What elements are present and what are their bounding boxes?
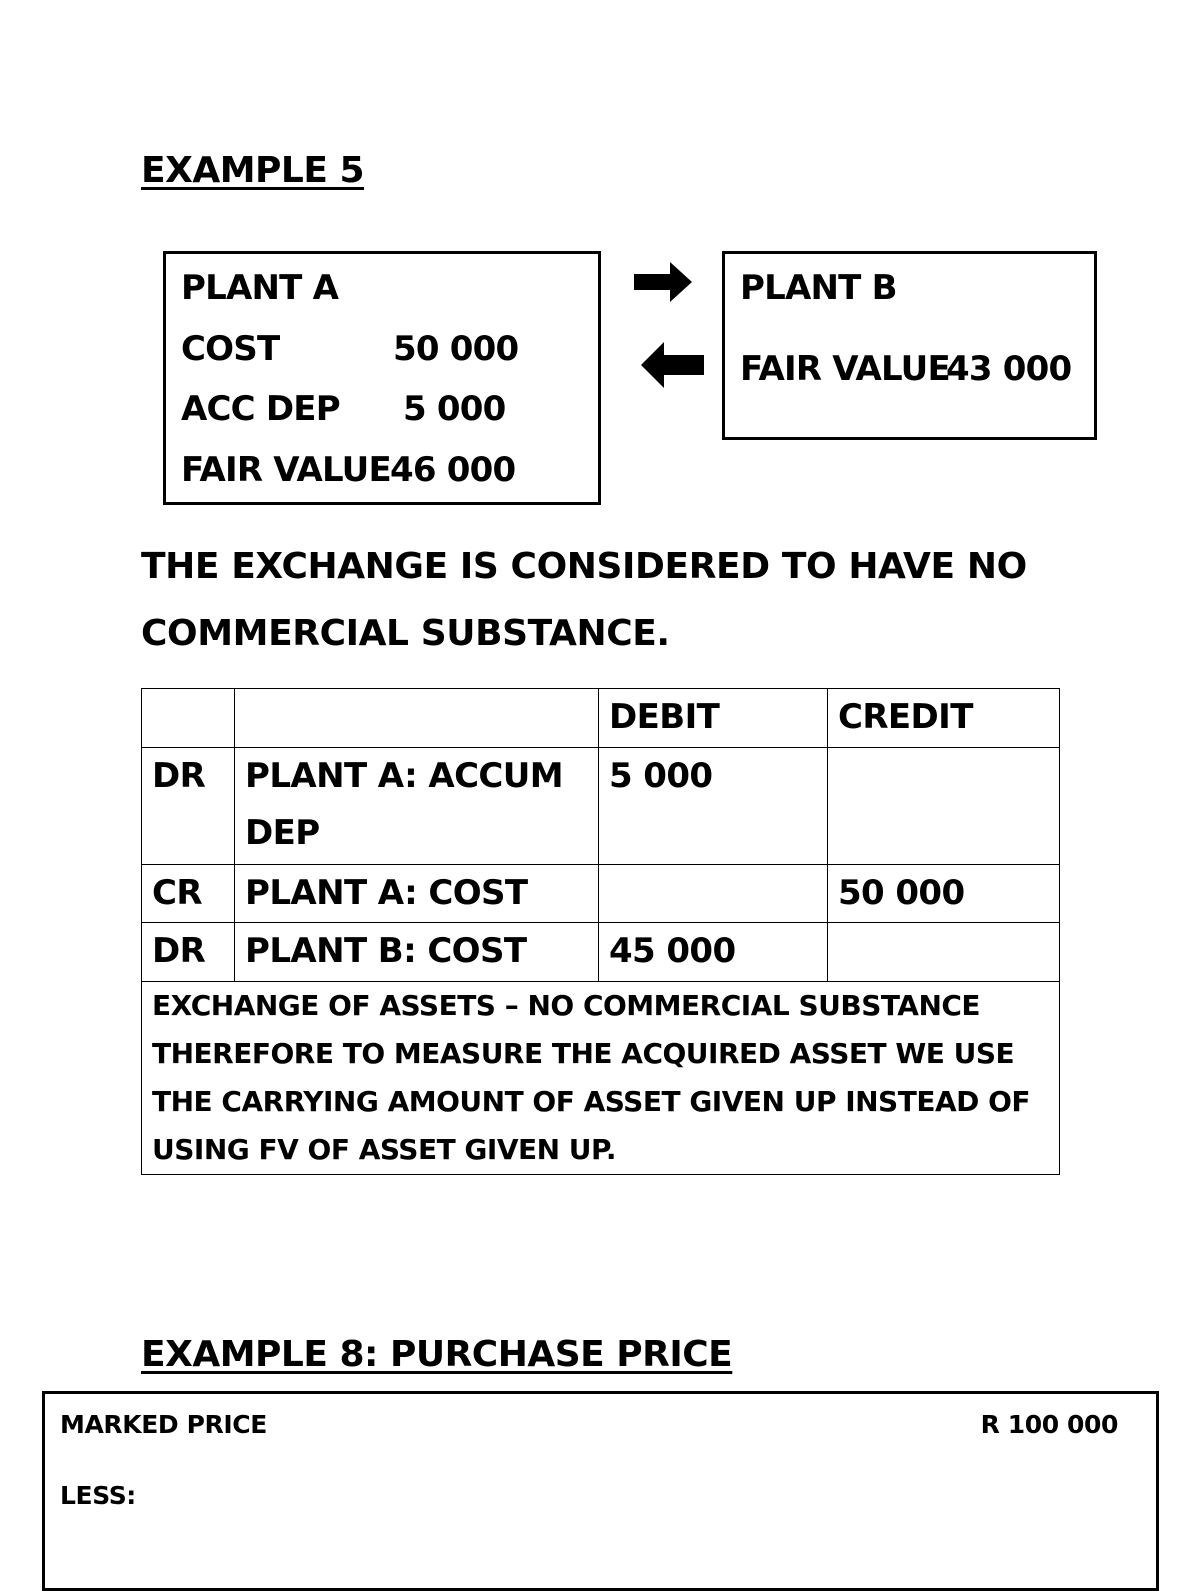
plant-b-title: PLANT B (740, 268, 897, 308)
journal-row (142, 923, 1060, 982)
journal-note-row (142, 982, 1060, 1175)
header-empty-type (142, 689, 235, 748)
statement-line-1: THE EXCHANGE IS CONSIDERED TO HAVE NO (141, 546, 1027, 587)
plant-a-title: PLANT A (181, 268, 339, 308)
plant-b-box (722, 251, 1097, 440)
plant-b-fv-value: 43 000 (946, 349, 1072, 389)
row-type: CR (142, 865, 235, 923)
row-debit: 5 000 (599, 748, 828, 865)
journal-row (142, 748, 1060, 865)
example-5-heading: EXAMPLE 5 (141, 150, 365, 191)
plant-a-box (163, 251, 601, 505)
row-account: PLANT B: COST (235, 923, 599, 982)
row-debit (599, 865, 828, 923)
journal-row (142, 865, 1060, 923)
purchase-price-box (42, 1391, 1159, 1591)
journal-note: EXCHANGE OF ASSETS – NO COMMERCIAL SUBSTANCE THEREFORE TO MEASURE THE ACQUIRED ASSET WE USE THE CARRYING AMOUNT OF ASSET GIVEN UP INSTEAD OF USING FV OF ASSET GIVEN UP. (142, 982, 1060, 1175)
marked-price-value: R 100 000 (980, 1410, 1118, 1439)
row-account: PLANT A: ACCUM DEP (235, 748, 599, 865)
plant-a-accdep-value: 5 000 (403, 389, 506, 429)
row-credit: 50 000 (828, 865, 1060, 923)
plant-a-accdep-label: ACC DEP (181, 389, 340, 429)
header-credit: CREDIT (828, 689, 1060, 748)
plant-a-fv-label: FAIR VALUE (181, 450, 391, 490)
header-debit: DEBIT (599, 689, 828, 748)
example-8-heading: EXAMPLE 8: PURCHASE PRICE (141, 1334, 733, 1375)
header-empty-account (235, 689, 599, 748)
row-account: PLANT A: COST (235, 865, 599, 923)
plant-a-cost-value: 50 000 (393, 329, 519, 369)
statement-line-2: COMMERCIAL SUBSTANCE. (141, 613, 670, 654)
plant-b-fv-label: FAIR VALUE (740, 349, 950, 389)
plant-a-cost-label: COST (181, 329, 280, 369)
row-debit: 45 000 (599, 923, 828, 982)
journal-table (141, 688, 1060, 1175)
row-credit (828, 923, 1060, 982)
less-label: LESS: (60, 1481, 136, 1510)
row-type: DR (142, 923, 235, 982)
row-credit (828, 748, 1060, 865)
row-type: DR (142, 748, 235, 865)
marked-price-label: MARKED PRICE (60, 1410, 267, 1439)
plant-a-fv-value: 46 000 (390, 450, 516, 490)
arrow-left-icon (640, 340, 706, 390)
journal-header-row (142, 689, 1060, 748)
arrow-right-icon (634, 258, 694, 306)
